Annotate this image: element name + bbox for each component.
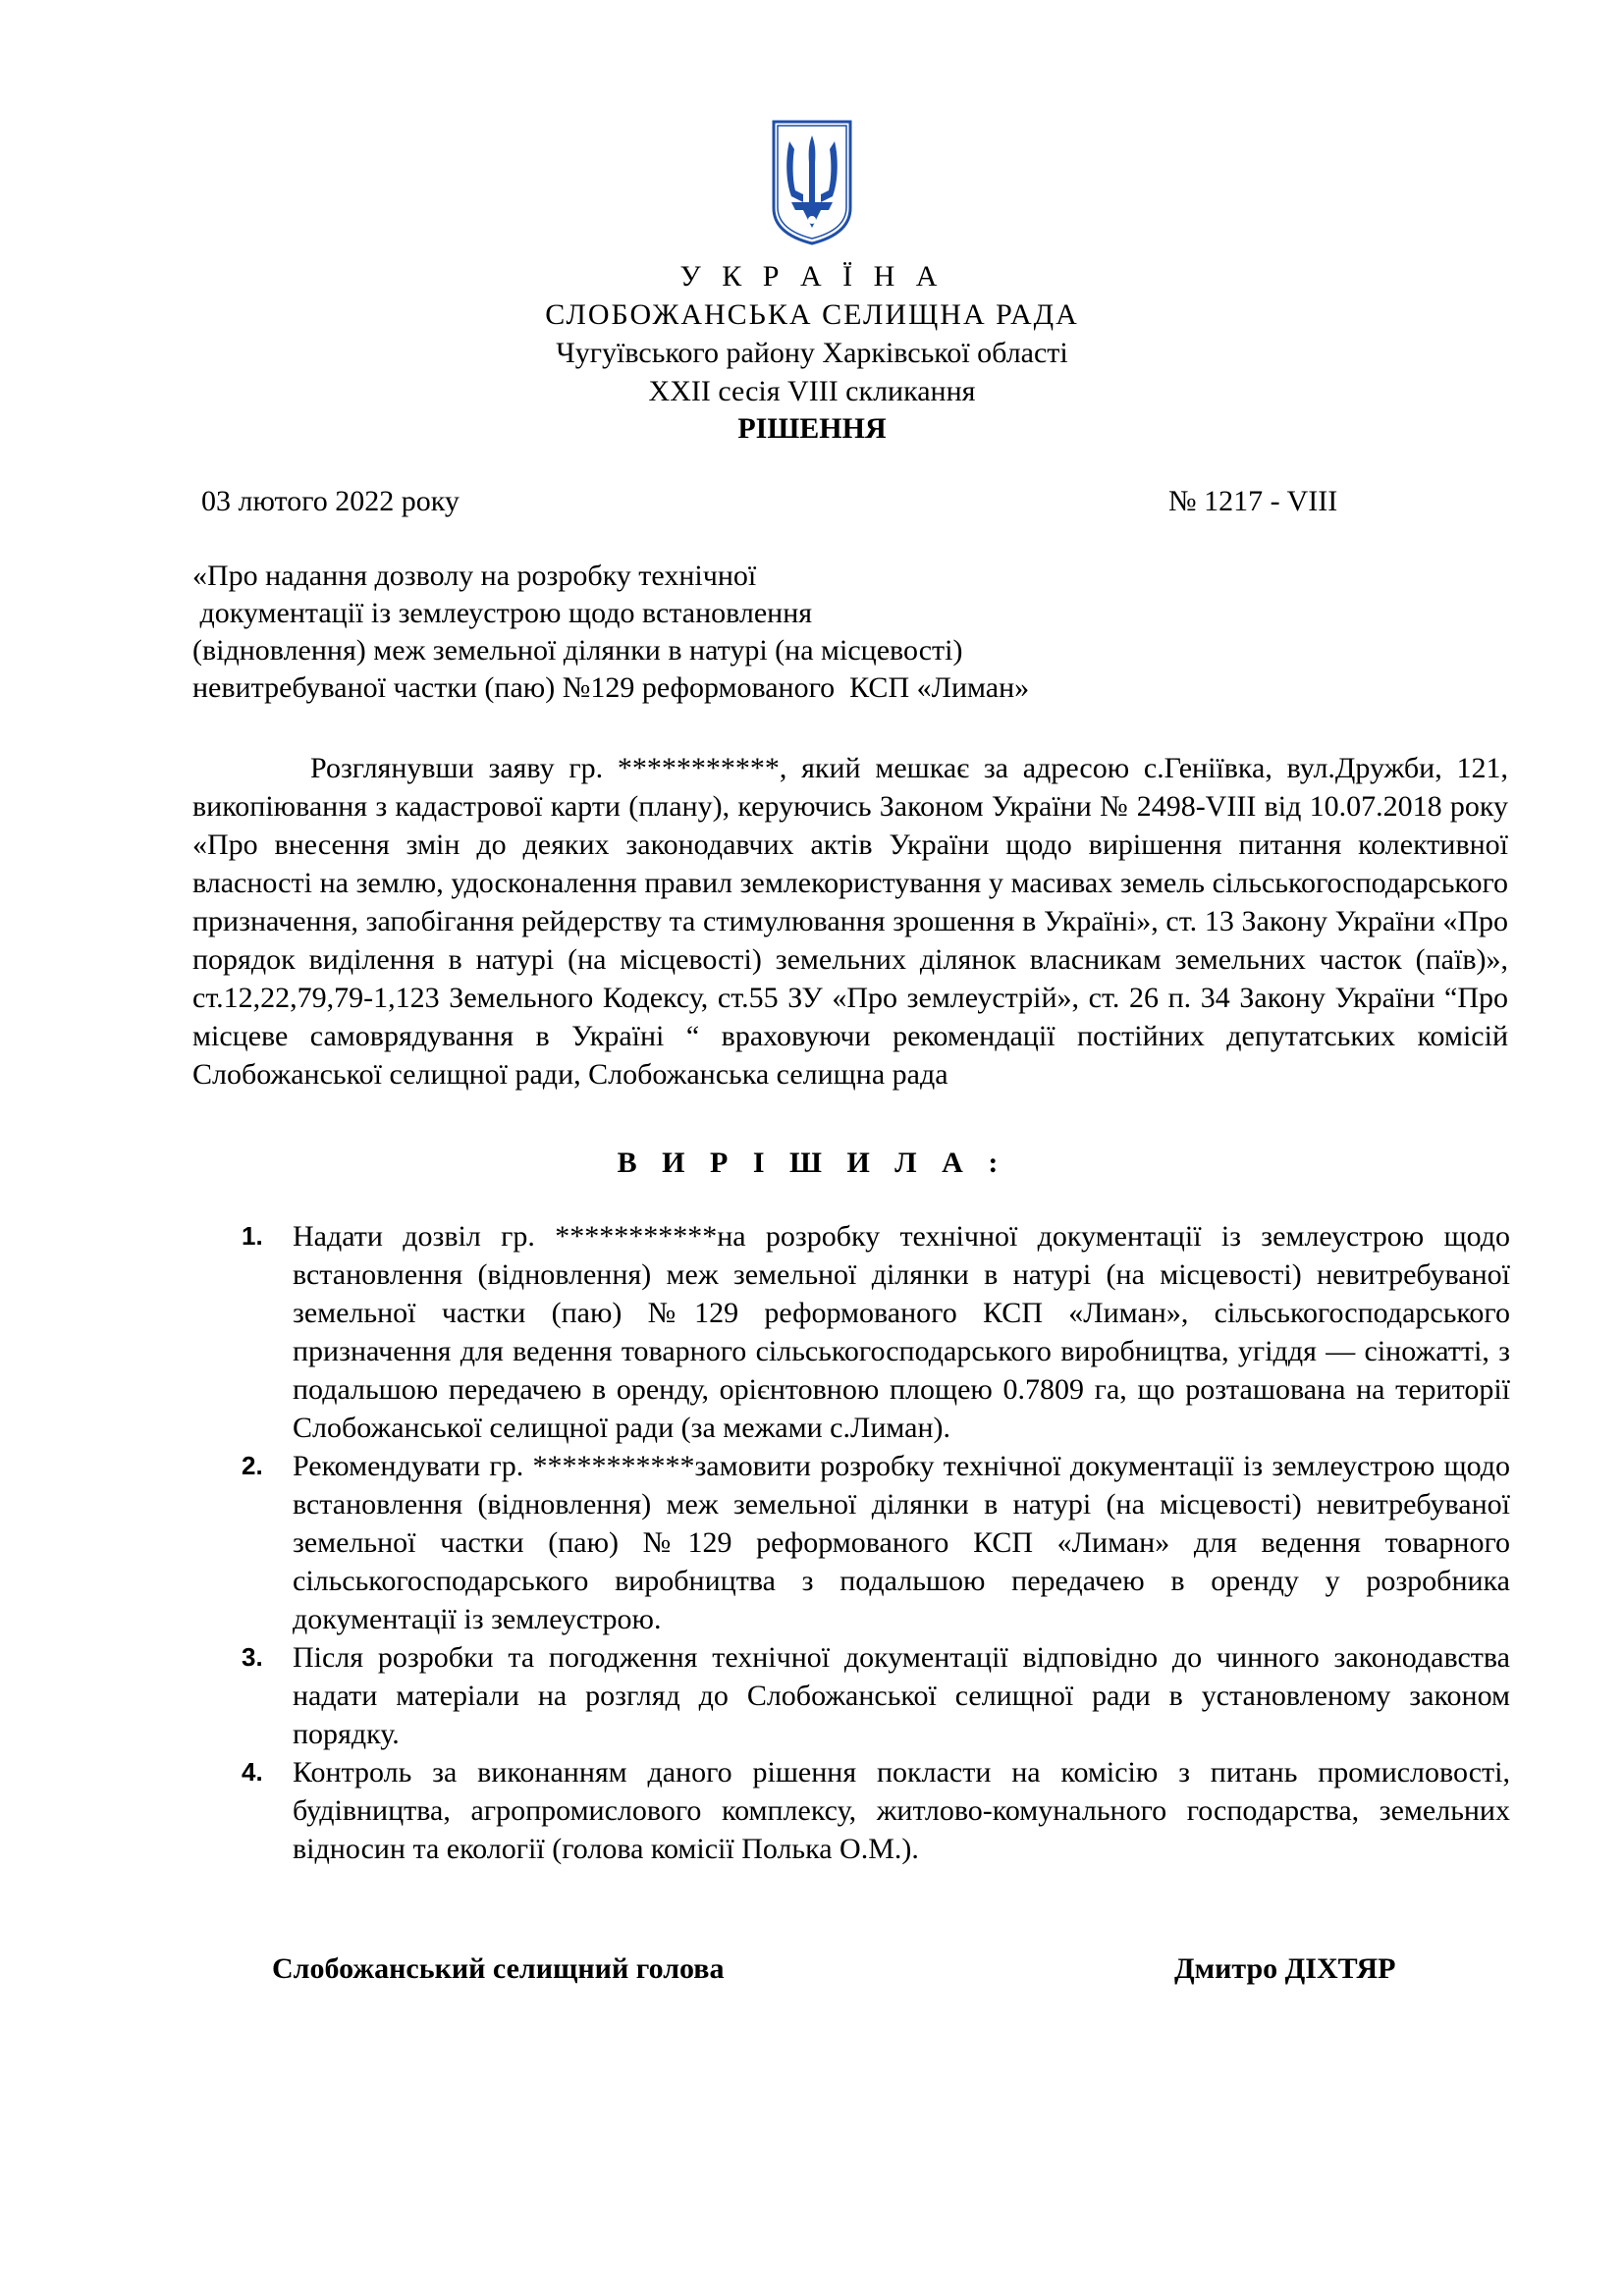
district-heading: Чугуївського району Харківської області bbox=[556, 337, 1068, 369]
session-heading: XXІІ сесія VІІІ скликання bbox=[648, 375, 976, 407]
item-number: 1. bbox=[242, 1221, 263, 1251]
item-text: Надати дозвіл гр. ***********на розробку технічної документації із землеустрою щодо встановлення (відновлення) меж земельної ділянки в натурі (на місцевості) невитребуваної земельної частки (паю) №129 реформованого КСП «Лиман», сільськогосподарського призначення для ведення товарного сільськогосподарського виробництва, угіддя — сіножатті, з подальшою передачею в оренду, орієнтовною площею 0.7809 га, що розташована на території Слобожанської селищної ради (за межами с.Лиман). bbox=[293, 1220, 1510, 1444]
resolution-item bbox=[242, 1217, 1510, 1447]
resolution-item bbox=[242, 1447, 1510, 1638]
resolution-items bbox=[242, 1217, 1510, 1868]
subject-line: «Про надання дозволу на розробку технічної bbox=[192, 560, 757, 592]
resolution-item bbox=[242, 1638, 1510, 1753]
item-number: 2. bbox=[242, 1451, 263, 1480]
decision-date: 03 лютого 2022 року bbox=[201, 485, 460, 517]
resolved-heading: В И Р І Ш И Л А : bbox=[617, 1147, 1007, 1179]
subject-line: невитребуваної частки (паю) №129 реформованого КСП «Лиман» bbox=[192, 671, 1030, 704]
subject-line: документації із землеустрою щодо встановлення bbox=[192, 597, 813, 629]
item-text: Після розробки та погодження технічної документації відповідно до чинного законодавства надати матеріали на розгляд до Слобожанської селищної ради в установленому законом порядку. bbox=[293, 1641, 1510, 1750]
item-number: 4. bbox=[242, 1757, 263, 1787]
resolution-item bbox=[242, 1753, 1510, 1868]
council-heading: СЛОБОЖАНСЬКА СЕЛИЩНА РАДА bbox=[545, 298, 1079, 331]
item-number: 3. bbox=[242, 1642, 263, 1672]
item-text: Контроль за виконанням даного рішення покласти на комісію з питань промисловості, будівництва, агропромислового комплексу, житлово-комунального господарства, земельних відносин та екології (голова комісії Полька О.М.). bbox=[293, 1756, 1510, 1865]
preamble-paragraph: Розглянувши заяву гр. ***********, який мешкає за адресою с.Геніївка, вул.Дружби, 121, викопіювання з кадастрової карти (плану), керуючись Законом України № 2498-VIII від 10.07.2018 року «Про внесення змін до деяких законодавчих актів України щодо вирішення питання колективної власності на землю, удосконалення правил землекористування у масивах земель сільськогосподарського призначення, запобігання рейдерству та стимулювання зрошення в Україні», ст. 13 Закону України «Про порядок виділення в натурі (на місцевості) земельних ділянок власникам земельних часток (паїв)», ст.12,22,79,79-1,123 Земельного Кодексу, ст.55 ЗУ «Про землеустрій», ст. 26 п. 34 Закону України “Про місцеве самоврядування в Україні “ враховуючи рекомендації постійних депутатських комісій Слобожанської селищної ради, Слобожанська селищна рада bbox=[192, 752, 1508, 1091]
trident-emblem-icon bbox=[768, 118, 856, 247]
decision-number: № 1217 - VІІІ bbox=[1168, 485, 1338, 517]
signatory-name: Дмитро ДІХТЯР bbox=[1174, 1952, 1396, 1985]
decision-subject bbox=[192, 558, 1272, 707]
item-text: Рекомендувати гр. ***********замовити розробку технічної документації із землеустрою щодо встановлення (відновлення) меж земельної ділянки в натурі (на місцевості) невитребуваної земельної частки (паю) №129 реформованого КСП «Лиман» для ведення товарного сільськогосподарського виробництва з подальшою передачею в оренду у розробника документації із землеустрою. bbox=[293, 1450, 1510, 1635]
country-heading: У К Р А Ї Н А bbox=[679, 260, 945, 293]
subject-line: (відновлення) меж земельної ділянки в натурі (на місцевості) bbox=[192, 634, 963, 667]
signatory-title: Слобожанський селищний голова bbox=[272, 1952, 725, 1985]
decision-heading: РІШЕННЯ bbox=[737, 412, 887, 445]
